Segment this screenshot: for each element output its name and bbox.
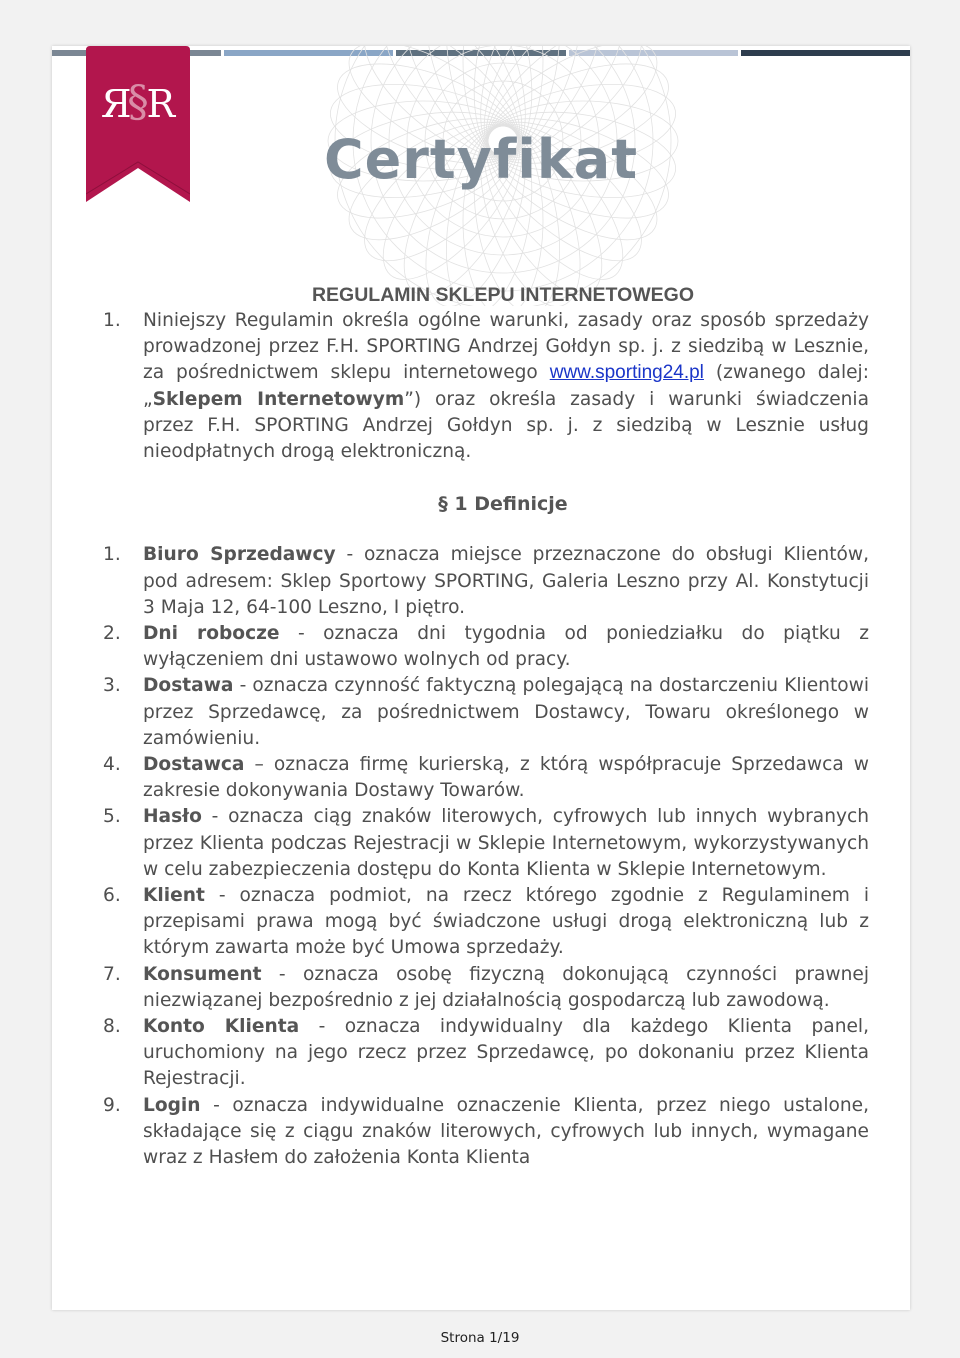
- definition-text: – oznacza firmę kurierską, z którą współpracuje Sprzedawca w zakresie dokonywania Dostawy Towarów.: [143, 754, 869, 802]
- definition-item: [103, 962, 869, 1014]
- definition-text: - oznacza czynność faktyczną polegającą na dostarczeniu Klientowi przez Sprzedawcę, za pośrednictwem Dostawcy, Towaru określonego w zamówieniu.: [143, 675, 869, 749]
- definition-item: [103, 883, 869, 962]
- list-number: 5.: [103, 806, 121, 828]
- definition-text: - oznacza dni tygodnia od poniedziałku do piątku z wyłączeniem dni ustawowo wolnych od pracy.: [143, 623, 869, 671]
- document-page: [52, 46, 910, 1310]
- definition-term: Konsument: [143, 963, 262, 985]
- definition-term: Login: [143, 1094, 201, 1116]
- definition-text: - oznacza indywidualny dla każdego Klienta panel, uruchomiony na jego rzecz przez Sprzedawcę, po dokonaniu przez Klienta Rejestracji.: [143, 1016, 870, 1090]
- list-number: 8.: [103, 1016, 121, 1038]
- definition-text: - oznacza podmiot, na rzecz którego zgodnie z Regulaminem i przepisami prawa mogą być świadczone usługi drogą elektroniczną lub z którym zawarta może być Umowa sprzedaży.: [143, 885, 869, 959]
- definition-text: - oznacza indywidualne oznaczenie Klienta, przez niego ustalone, składające się z ciągu znaków literowych, cyfrowych lub innych, wymagane wraz z Hasłem do założenia Konta Klienta: [143, 1094, 869, 1169]
- definitions-list: [103, 542, 869, 1171]
- definition-text: - oznacza miejsce przeznaczone do obsługi Klientów, pod adresem: Sklep Sportowy SPORTING, Galeria Leszno przy Al. Konstytucji 3 Maja 12, 64-100 Leszno, I piętro.: [143, 544, 869, 618]
- definition-item: [103, 673, 869, 752]
- definition-text: - oznacza ciąg znaków literowych, cyfrowych lub innych wybranych przez Klienta podczas Rejestracji w Sklepie Internetowym, wykorzystywanych w celu zabezpieczenia dostępu do Konta Klienta w Sklepie Internetowym.: [143, 806, 869, 880]
- intro-paragraph: [103, 308, 869, 465]
- page-number: Strona 1/19: [440, 1330, 520, 1346]
- definition-item: [103, 752, 869, 804]
- definition-item: [103, 1014, 869, 1093]
- intro-text: ”) oraz określa zasady i warunki świadczenia przez F.H. SPORTING Andrzej Gołdyn sp. j. z siedzibą w Lesznie usług nieodpłatnych drogą elektroniczną.: [143, 388, 869, 463]
- definition-term: Dostawca: [143, 754, 245, 776]
- definition-item: [103, 804, 869, 883]
- list-number: 6.: [103, 885, 121, 907]
- definition-term: Konto Klienta: [143, 1016, 300, 1038]
- list-number: 3.: [103, 675, 121, 697]
- list-number: 4.: [103, 754, 121, 776]
- definition-term: Hasło: [143, 806, 202, 828]
- definition-item: [103, 1093, 869, 1172]
- document-body: [103, 282, 869, 1171]
- definition-term: Biuro Sprzedawcy: [143, 544, 336, 566]
- shop-link[interactable]: www.sporting24.pl: [549, 362, 704, 384]
- definition-term: Klient: [143, 885, 205, 907]
- intro-bold-term: Sklepem Internetowym: [152, 388, 405, 410]
- definition-item: [103, 542, 869, 621]
- list-number: 1.: [103, 310, 121, 331]
- list-number: 9.: [103, 1094, 121, 1116]
- svg-text:ЯR: Я R: [100, 82, 176, 126]
- color-bar-segment: [741, 50, 910, 56]
- intro-text: Niniejszy Regulamin określa ogólne warunki, zasady oraz sposób sprzedaży prowadzonej przez F.H. SPORTING Andrzej Gołdyn sp. j. z siedzibą w Lesznie, za pośrednictwem sklepu internetowego: [143, 310, 869, 384]
- list-number: 1.: [103, 544, 121, 566]
- certificate-title: Certyfikat: [323, 128, 639, 191]
- definition-text: - oznacza osobę fizyczną dokonującą czynności prawnej niezwiązanej bezpośrednio z jej działalnością gospodarczą lub zawodową.: [143, 963, 869, 1011]
- intro-text: (zwanego dalej: „: [143, 362, 869, 410]
- regulation-heading: REGULAMIN SKLEPU INTERNETOWEGO: [311, 284, 695, 306]
- definition-term: Dostawa: [143, 675, 234, 697]
- definition-item: [103, 621, 869, 673]
- list-number: 7.: [103, 963, 121, 985]
- list-number: 2.: [103, 623, 121, 645]
- svg-text:§: §: [127, 77, 149, 127]
- definition-term: Dni robocze: [143, 623, 280, 645]
- section-title: § 1 Definicje: [438, 493, 568, 516]
